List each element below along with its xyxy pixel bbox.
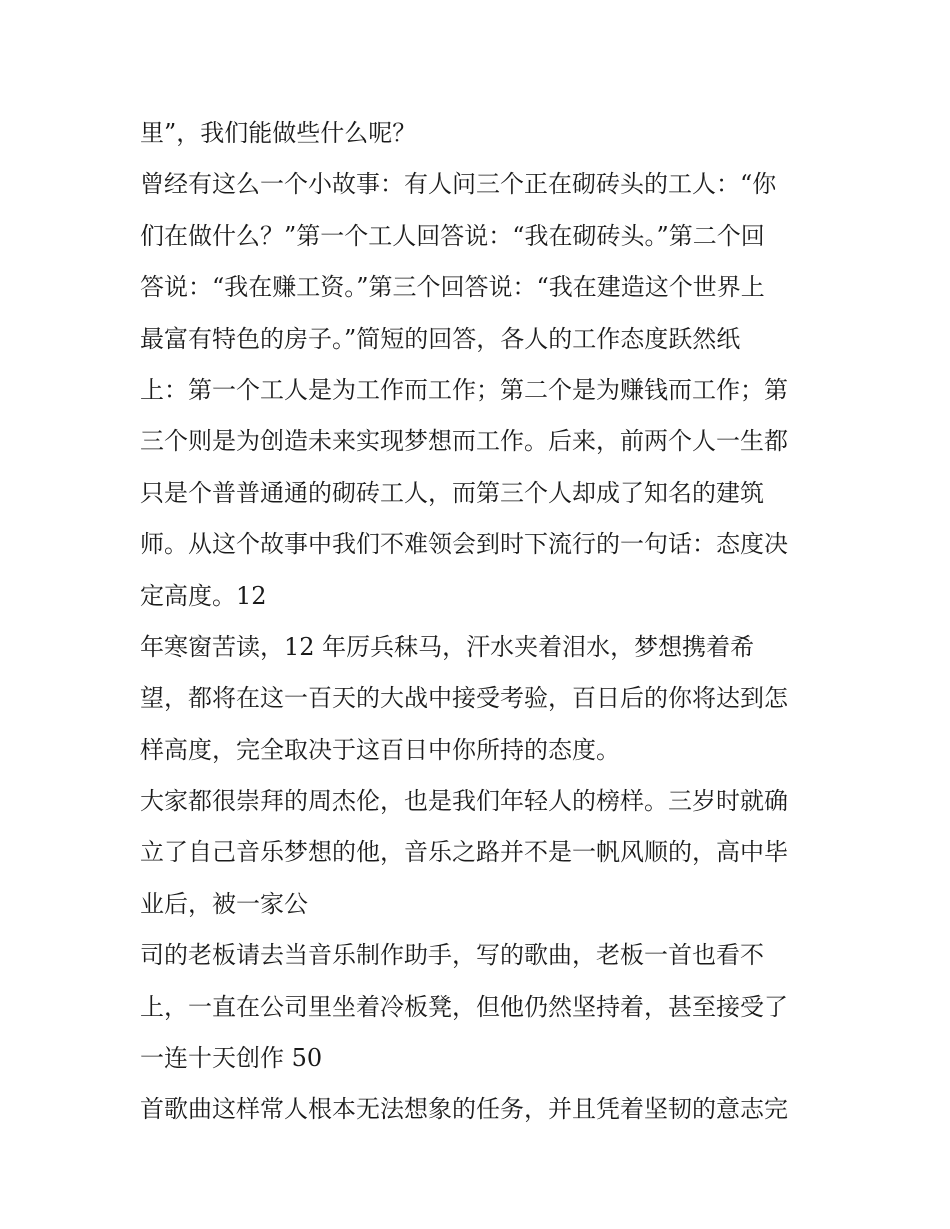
text-line: 答说：“我在赚工资。”第三个回答说：“我在建造这个世界上 — [140, 273, 765, 302]
text-line: 曾经有这么一个小故事：有人问三个正在砌砖头的工人：“你 — [140, 170, 777, 199]
text-line: 一连十天创作 50 — [140, 1044, 323, 1073]
text-line: 上：第一个工人是为工作而工作；第二个是为赚钱而工作；第 — [140, 375, 788, 404]
text-line: 望，都将在这一百天的大战中接受考验，百日后的你将达到怎 — [140, 684, 788, 713]
text-line: 样高度，完全取决于这百日中你所持的态度。 — [140, 735, 620, 764]
text-line: 上，一直在公司里坐着冷板凳，但他仍然坚持着，甚至接受了 — [140, 992, 788, 1021]
text-line: 立了自己音乐梦想的他，音乐之路并不是一帆风顺的，高中毕 — [140, 838, 788, 867]
text-line: 定高度。12 — [140, 581, 267, 610]
text-line: 师。从这个故事中我们不难领会到时下流行的一句话：态度决 — [140, 530, 788, 559]
document-body-text — [140, 108, 820, 1136]
text-line: 最富有特色的房子。”简短的回答，各人的工作态度跃然纸 — [140, 324, 741, 353]
text-line: 大家都很崇拜的周杰伦，也是我们年轻人的榜样。三岁时就确 — [140, 787, 788, 816]
text-line: 里”，我们能做些什么呢？ — [140, 119, 417, 147]
text-line: 司的老板请去当音乐制作助手，写的歌曲，老板一首也看不 — [140, 941, 764, 970]
text-line: 们在做什么？”第一个工人回答说：“我在砌砖头。”第二个回 — [140, 221, 765, 250]
text-line: 年寒窗苦读，12 年厉兵秣马，汗水夹着泪水，梦想携着希 — [140, 632, 755, 661]
text-line: 三个则是为创造未来实现梦想而工作。后来，前两个人一生都 — [140, 427, 788, 456]
text-line: 只是个普普通通的砌砖工人，而第三个人却成了知名的建筑 — [140, 478, 764, 507]
text-line: 首歌曲这样常人根本无法想象的任务，并且凭着坚韧的意志完 — [140, 1095, 788, 1124]
text-line: 业后，被一家公 — [140, 889, 308, 918]
